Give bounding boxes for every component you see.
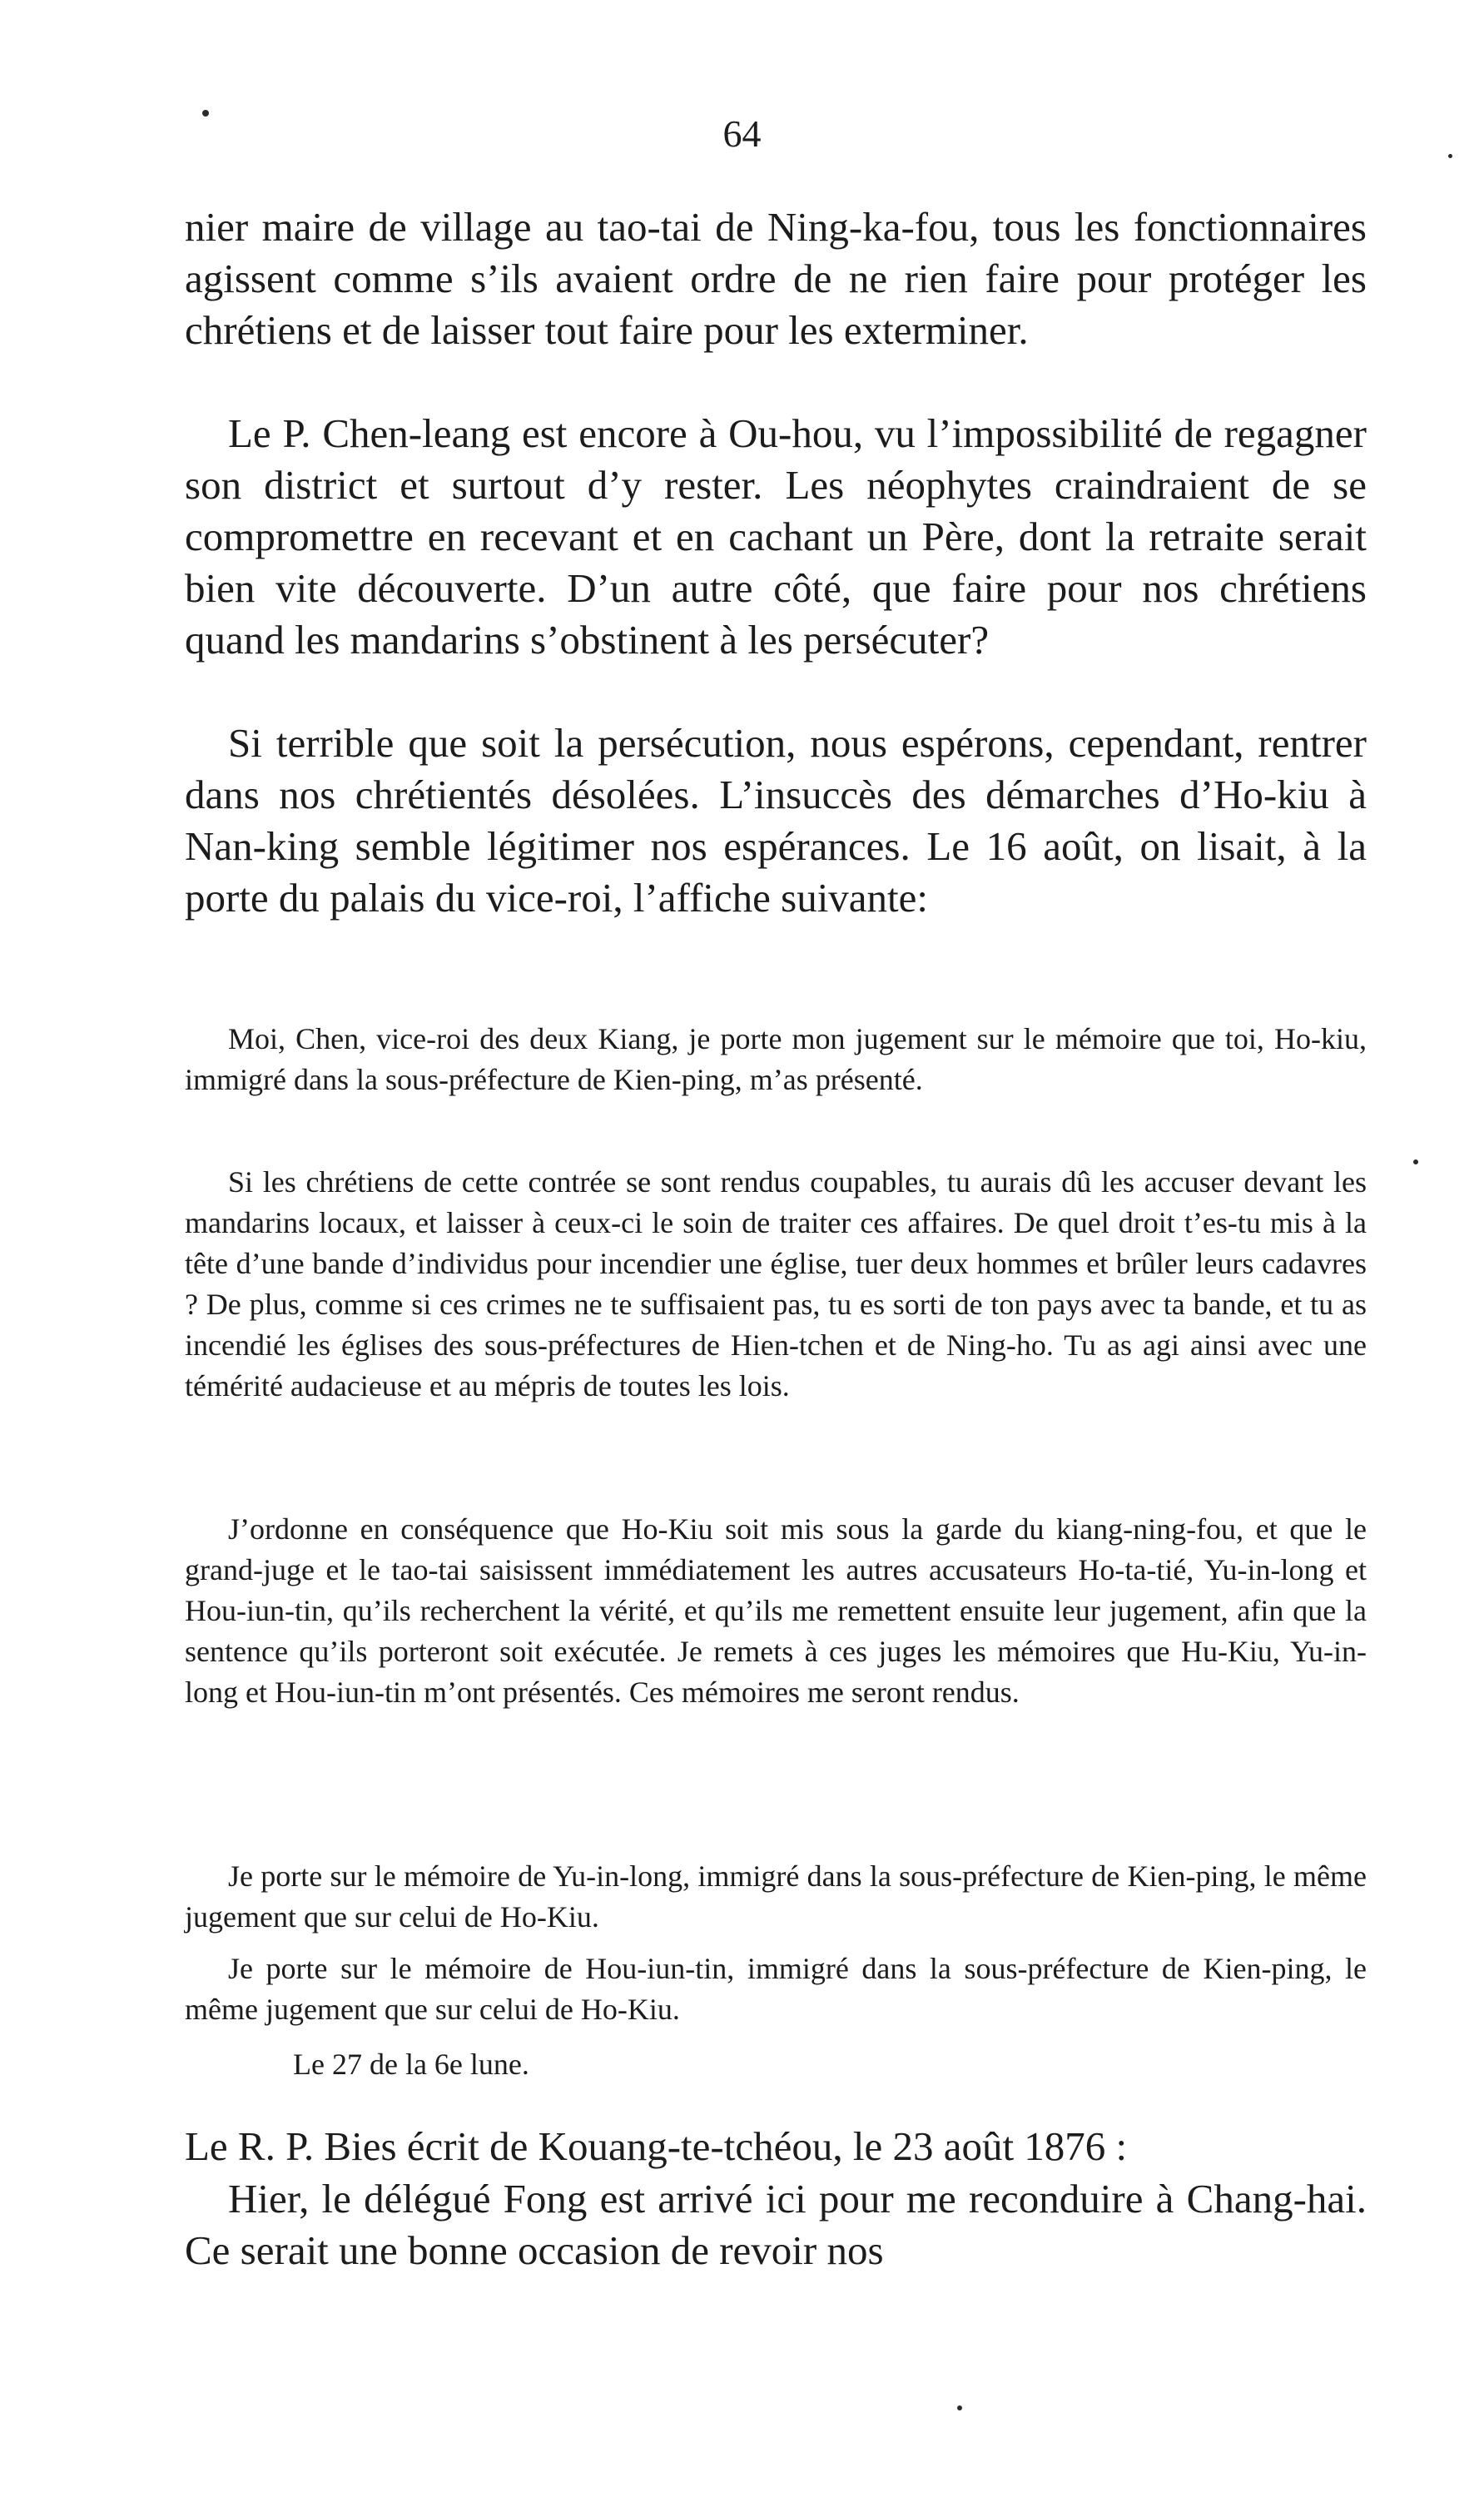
- page-number: 64: [722, 112, 762, 155]
- decree-paragraph-opening: Moi, Chen, vice-roi des deux Kiang, je porte mon jugement sur le mémoire que toi, Ho-kiu, immigré dans la sous-préfecture de Kien-ping, m’as présenté.: [185, 1022, 1367, 1096]
- paragraph-persecution: Si terrible que soit la persécution, nous espérons, cependant, rentrer dans nos chrétientés désolées. L’insuccès des démarches d’Ho-kiu à Nan-king semble légitimer nos espérances. Le 16 août, on lisait, à la porte du palais du vice-roi, l’affiche suivante:: [185, 720, 1367, 921]
- print-speck: [1413, 1159, 1418, 1164]
- letter-paragraph: Hier, le délégué Fong est arrivé ici pour me reconduire à Chang-hai. Ce serait une bonne occasion de revoir nos: [185, 2176, 1367, 2273]
- decree-paragraph-hou-iun-tin: Je porte sur le mémoire de Hou-iun-tin, immigré dans la sous-préfecture de Kien-ping, le même jugement que sur celui de Ho-Kiu.: [185, 1952, 1367, 2026]
- print-speck: [957, 2405, 962, 2410]
- paragraph-fonctionnaires: nier maire de village au tao-tai de Ning-ka-fou, tous les fonctionnaires agissent comme s’ils avaient ordre de ne rien faire pour protéger les chrétiens et de laisser tout faire pour les exterminer.: [185, 204, 1367, 353]
- print-speck: [1448, 154, 1452, 158]
- decree-paragraph-accusation: Si les chrétiens de cette contrée se sont rendus coupables, tu aurais dû les accuser devant les mandarins locaux, et laisser à ceux-ci le soin de traiter ces affaires. De quel droit t’es-tu mis à la tête d’une bande d’individus pour incendier une église, tuer deux hommes et brûler leurs cadavres ? De plus, comme si ces crimes ne te suffisaient pas, tu es sorti de ton pays avec ta bande, et tu as incendié les églises des sous-préfectures de Hien-tchen et de Ning-ho. Tu as agi ainsi avec une témérité audacieuse et au mépris de toutes les lois.: [185, 1165, 1367, 1402]
- decree-paragraph-yu-in-long: Je porte sur le mémoire de Yu-in-long, immigré dans la sous-préfecture de Kien-ping, le même jugement que sur celui de Ho-Kiu.: [185, 1859, 1367, 1934]
- decree-paragraph-order: J’ordonne en conséquence que Ho-Kiu soit mis sous la garde du kiang-ning-fou, et que le grand-juge et le tao-tai saisissent immédiatement les autres accusateurs Ho-ta-tié, Yu-in-long et Hou-iun-tin, qu’ils recherchent la vérité, et qu’ils me remettent ensuite leur jugement, afin que la sentence qu’ils porteront soit exécutée. Je remets à ces juges les mémoires que Hu-Kiu, Yu-in-long et Hou-iun-tin m’ont présentés. Ces mémoires me seront rendus.: [185, 1512, 1367, 1709]
- paragraph-chen-leang: Le P. Chen-leang est encore à Ou-hou, vu l’impossibilité de regagner son district et surtout d’y rester. Les néophytes craindraient de se compromettre en recevant et en cachant un Père, dont la retraite serait bien vite découverte. D’un autre côté, que faire pour nos chrétiens quand les mandarins s’obstinent à les persécuter?: [185, 410, 1367, 663]
- decree-date: Le 27 de la 6e lune.: [293, 2048, 529, 2081]
- letter-heading: Le R. P. Bies écrit de Kouang-te-tchéou, le 23 août 1876 :: [185, 2123, 1128, 2169]
